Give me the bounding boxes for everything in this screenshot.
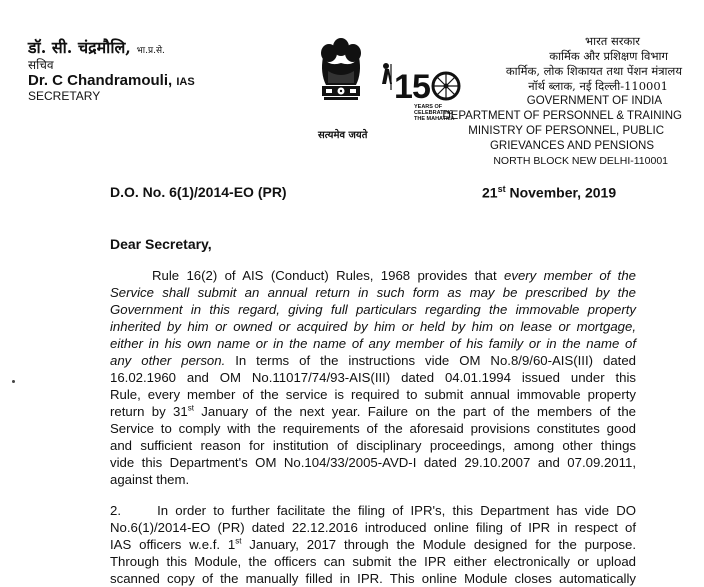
sender-name-hindi-text: डॉ. सी. चंद्रमौलि,: [28, 38, 131, 57]
para1-line: [110, 301, 636, 318]
logo-caption-line2: CELEBRATING: [414, 110, 454, 116]
dept-english-line: MINISTRY OF PERSONNEL, PUBLIC: [468, 125, 664, 137]
paragraph-2: [110, 502, 636, 587]
dept-hindi-line: भारत सरकार: [585, 34, 640, 48]
para1-line: Rule, every member of the service is required to submit annual immovable property: [110, 387, 636, 402]
do-number: D.O. No. 6(1)/2014-EO (PR): [110, 184, 287, 200]
para1-line4: inherited by him or owned or acquired by him or held by him on lease or mortgage,: [110, 319, 636, 334]
para1-line: [110, 284, 636, 301]
letter-date: [482, 184, 616, 201]
para1-line3: Government in this regard, giving full particulars regarding the immovable property: [110, 302, 636, 317]
para1-line9-sup: st: [187, 403, 194, 413]
para1-line: vide this Department's OM No.104/33/2005-AVD-I dated 29.10.2007 and 07.09.2011,: [110, 455, 636, 470]
sender-name-hindi: [28, 36, 165, 58]
para1-line: [110, 267, 636, 284]
sender-title-hindi: सचिव: [28, 58, 54, 72]
para2-line: scanned copy of the manually filled in IPR. This online Module closes automatically: [110, 571, 636, 586]
para1-line: 16.02.1960 and OM No.11017/74/93-AIS(III) dated 04.01.1994 issued under this: [110, 370, 636, 385]
logo-caption-line1: YEARS OF: [414, 104, 443, 110]
emblem-motto: सत्यमेव जयते: [318, 130, 368, 141]
para1-line6-b: In terms of the instructions vide OM No.8/9/60-AIS(III) dated: [225, 353, 637, 368]
date-rest: November, 2019: [505, 184, 617, 201]
para1-line: [110, 403, 636, 420]
dept-english-line: NORTH BLOCK NEW DELHI-110001: [493, 155, 668, 167]
para2-line3-b: January, 2017 through the Module designed for the purpose.: [241, 537, 636, 552]
para2-line3-a: IAS officers w.e.f. 1: [110, 537, 236, 552]
para1-line: Service to comply with the requirements of the aforesaid provisions constitutes good: [110, 421, 636, 436]
department-address-block: [442, 34, 682, 169]
sender-title: SECRETARY: [28, 89, 101, 103]
date-day: 21: [482, 184, 498, 201]
logo-digit-five: 5: [412, 68, 431, 106]
para2-line: Through this Module, the officers can submit the IPR either electronically or upload: [110, 554, 636, 569]
para1-line2: Service shall submit an annual return in such form as may be prescribed by the: [110, 285, 636, 300]
dept-hindi-line: कार्मिक, लोक शिकायत तथा पेंशन मंत्रालय: [505, 64, 682, 78]
sender-service: IAS: [176, 76, 195, 88]
para1-line6-a: any other person.: [110, 353, 226, 368]
para1-line: and sufficient reason for institution of disciplinary proceedings, among other things: [110, 438, 636, 453]
date-suffix: st: [497, 184, 506, 194]
para1-line1-b: every member of the: [504, 268, 636, 283]
sender-name: [28, 72, 195, 89]
para1-line5: either in his own name or in the name of any member of his family or in the name of: [110, 336, 636, 351]
salutation: Dear Secretary,: [110, 236, 212, 252]
stray-mark: [12, 380, 15, 383]
para2-line: No.6(1)/2014-EO (PR) dated 22.12.2016 introduced online filing of IPR in respect of: [110, 520, 636, 535]
ashoka-emblem-icon: [318, 28, 364, 138]
dept-english-line: DEPARTMENT OF PERSONNEL & TRAINING: [442, 110, 682, 122]
para1-line: [110, 318, 636, 335]
para1-line: against them.: [110, 472, 190, 487]
para1-line: [110, 352, 636, 369]
sender-service-hindi: भा.प्र.से.: [136, 46, 165, 56]
para1-line9-b: January of the next year. Failure on the part of the members of the: [193, 404, 637, 419]
para2-line: [110, 536, 636, 553]
dept-hindi-line: कार्मिक और प्रशिक्षण विभाग: [549, 49, 668, 63]
para2-line3-sup: st: [235, 536, 242, 546]
dept-english-line: GRIEVANCES AND PENSIONS: [489, 140, 654, 152]
para1-line1-a: Rule 16(2) of AIS (Conduct) Rules, 1968 provides that: [152, 268, 505, 283]
paragraph-1: [110, 267, 636, 488]
para2-line: 2. In order to further facilitate the filing of IPR's, this Department has vide DO: [110, 503, 636, 518]
para1-line9-a: return by 31: [110, 404, 188, 419]
dept-hindi-line: नॉर्थ ब्लाक, नई दिल्ली-110001: [528, 79, 668, 93]
sender-name-text: Dr. C Chandramouli,: [28, 72, 173, 89]
logo-caption-line3: THE MAHATMA: [414, 116, 455, 122]
dept-english-line: GOVERNMENT OF INDIA: [526, 95, 662, 107]
para1-line: [110, 335, 636, 352]
logo-digit-one: 1: [394, 68, 413, 106]
